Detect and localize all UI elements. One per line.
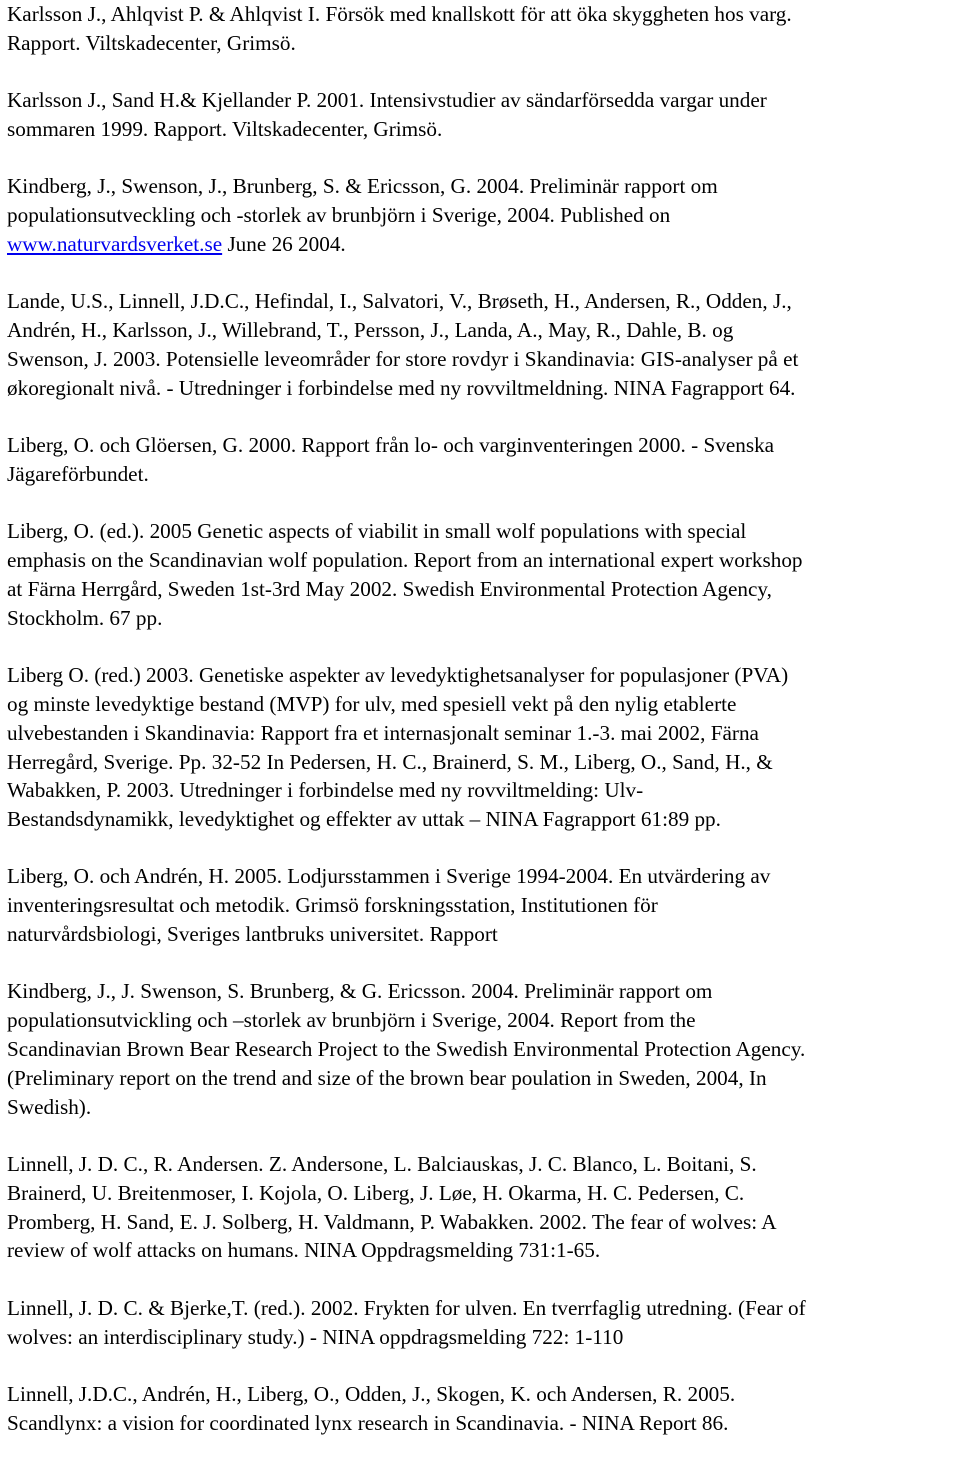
reference-entry — [7, 661, 957, 834]
reference-line: Swenson, J. 2003. Potensielle leveområder for store rovdyr i Skandinavia: GIS-analyser på et — [7, 346, 799, 371]
reference-line: Karlsson J., Sand H.& Kjellander P. 2001. Intensivstudier av sändarförsedda vargar under — [7, 88, 767, 113]
reference-line: Swedish). — [7, 1094, 92, 1119]
reference-date-text: June 26 2004. — [222, 231, 346, 256]
reference-line: økoregionalt nivå. - Utredninger i forbindelse med ny rovviltmeldning. NINA Fagrapport 64. — [7, 375, 796, 400]
reference-line: Bestandsdynamikk, levedyktighet og effekter av uttak – NINA Fagrapport 61:89 pp. — [7, 807, 721, 832]
reference-line: Jägareförbundet. — [7, 461, 149, 486]
reference-entry — [7, 0, 957, 58]
reference-list — [7, 0, 957, 1466]
reference-entry — [7, 172, 957, 258]
reference-entry — [7, 287, 957, 402]
reference-line: populationsutvickling och –storlek av brunbjörn i Sverige, 2004. Report from the — [7, 1008, 696, 1033]
reference-line: og minste levedyktige bestand (MVP) for ulv, med spesiell vekt på den nylig etablerte — [7, 691, 737, 716]
reference-line: Stockholm. 67 pp. — [7, 605, 163, 630]
reference-line: review of wolf attacks on humans. NINA Oppdragsmelding 731:1-65. — [7, 1238, 601, 1263]
reference-line: ulvebestanden i Skandinavia: Rapport fra et internasjonalt seminar 1.-3. mai 2002, Färna — [7, 720, 759, 745]
reference-line: Linnell, J.D.C., Andrén, H., Liberg, O., Odden, J., Skogen, K. och Andersen, R. 2005. — [7, 1382, 736, 1407]
reference-entry — [7, 1380, 957, 1438]
reference-entry — [7, 431, 957, 489]
reference-entry — [7, 977, 957, 1121]
reference-line: Linnell, J. D. C. & Bjerke,T. (red.). 2002. Frykten for ulven. En tverrfaglig utredning. (Fear of — [7, 1295, 806, 1320]
reference-line: Karlsson J., Ahlqvist P. & Ahlqvist I. Försök med knallskott för att öka skyggheten hos varg. — [7, 2, 792, 26]
website-link[interactable]: www.naturvardsverket.se — [7, 231, 223, 256]
reference-line: Kindberg, J., Swenson, J., Brunberg, S. & Ericsson, G. 2004. Preliminär rapport om — [7, 174, 718, 199]
reference-line: Brainerd, U. Breitenmoser, I. Kojola, O. Liberg, J. Løe, H. Okarma, H. C. Pedersen, C. — [7, 1180, 745, 1205]
reference-line: at Färna Herrgård, Sweden 1st-3rd May 2002. Swedish Environmental Protection Agency, — [7, 576, 772, 601]
reference-line: Promberg, H. Sand, E. J. Solberg, H. Valdmann, P. Wabakken. 2002. The fear of wolves: A — [7, 1209, 777, 1234]
reference-entry — [7, 862, 957, 948]
reference-line: Liberg O. (red.) 2003. Genetiske aspekter av levedyktighetsanalyser for populasjoner (PVA) — [7, 663, 789, 688]
reference-entry — [7, 517, 957, 632]
reference-line: populationsutveckling och -storlek av brunbjörn i Sverige, 2004. Published on — [7, 203, 671, 228]
reference-entry — [7, 1294, 957, 1352]
reference-line: (Preliminary report on the trend and size of the brown bear poulation in Sweden, 2004, In — [7, 1065, 767, 1090]
reference-line: emphasis on the Scandinavian wolf population. Report from an international expert workshop — [7, 548, 803, 573]
reference-line: inventeringsresultat och metodik. Grimsö forskningsstation, Institutionen för — [7, 893, 658, 918]
reference-line: Liberg, O. (ed.). 2005 Genetic aspects of viabilit in small wolf populations with special — [7, 519, 747, 544]
reference-line: sommaren 1999. Rapport. Viltskadecenter, Grimsö. — [7, 116, 443, 141]
reference-entry — [7, 86, 957, 144]
reference-line: Scandlynx: a vision for coordinated lynx research in Scandinavia. - NINA Report 86. — [7, 1410, 729, 1435]
reference-line: Kindberg, J., J. Swenson, S. Brunberg, & G. Ericsson. 2004. Preliminär rapport om — [7, 979, 713, 1004]
reference-line: Wabakken, P. 2003. Utredninger i forbindelse med ny rovviltmelding: Ulv- — [7, 778, 644, 803]
reference-line: Scandinavian Brown Bear Research Project to the Swedish Environmental Protection Agency. — [7, 1037, 806, 1062]
reference-line: Liberg, O. och Glöersen, G. 2000. Rapport från lo- och varginventeringen 2000. - Svenska — [7, 433, 775, 458]
reference-line: naturvårdsbiologi, Sveriges lantbruks universitet. Rapport — [7, 922, 498, 947]
reference-line: Liberg, O. och Andrén, H. 2005. Lodjursstammen i Sverige 1994-2004. En utvärdering av — [7, 864, 771, 889]
reference-entry — [7, 1150, 957, 1265]
reference-line: Rapport. Viltskadecenter, Grimsö. — [7, 30, 296, 55]
reference-line — [7, 230, 957, 259]
reference-line: Herregård, Sverige. Pp. 32-52 In Pedersen, H. C., Brainerd, S. M., Liberg, O., Sand, H., & — [7, 749, 773, 774]
reference-line: Lande, U.S., Linnell, J.D.C., Hefindal, I., Salvatori, V., Brøseth, H., Andersen, R., Odden, J., — [7, 289, 792, 314]
reference-line: Linnell, J. D. C., R. Andersen. Z. Andersone, L. Balciauskas, J. C. Blanco, L. Boitani, S. — [7, 1152, 757, 1177]
reference-line: Andrén, H., Karlsson, J., Willebrand, T., Persson, J., Landa, A., May, R., Dahle, B. og — [7, 318, 734, 343]
reference-line: wolves: an interdisciplinary study.) - NINA oppdragsmelding 722: 1-110 — [7, 1324, 624, 1349]
